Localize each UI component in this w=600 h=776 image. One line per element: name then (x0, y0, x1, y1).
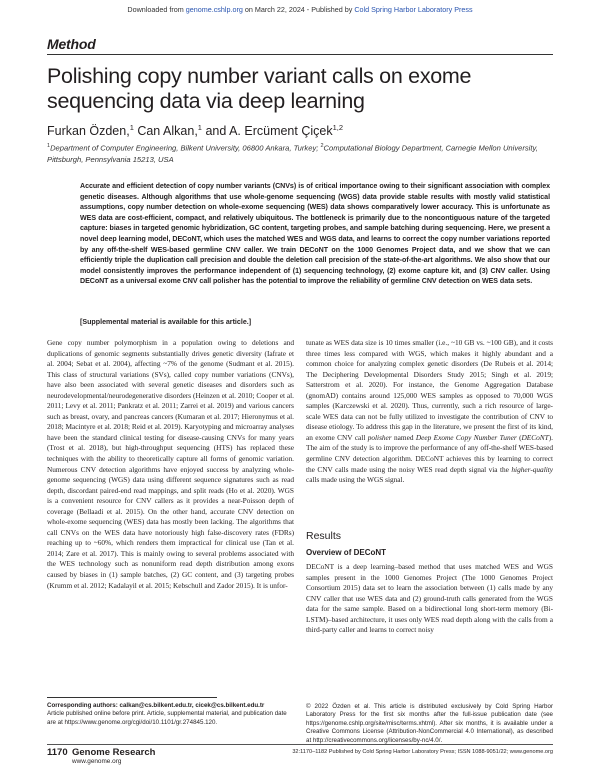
corresponding-authors (47, 702, 294, 727)
section-label: Method (47, 36, 96, 52)
author-2: Can Alkan, (133, 124, 198, 139)
intro-paragraph: Gene copy number polymorphism in a population owing to deletions and duplications of genomic segments substantially drives genetic diversity (Iafrate et al. 2004; Sebat et al. 2004), affecting ~7% of the genome (Sudmant et al. 2015). This class of structural variations (SVs), called copy number variations (CNVs), have also been associated with several genetic diseases and disorders such as neurodevelopmental/neurodegenerative disorders (Heinzen et al. 2010; Cooper et al. 2011; Levy et al. 2011; Pankratz et al. 2011; Zarrei et al. 2019) and various cancers such as breast, ovary, and pancreas cancers (Kumaran et al. 2017; Hieronymus et al. 2018; Macintyre et al. 2018; Reid et al. 2019). Karyotyping and microarray analyses have been the standard clinical testing for disease-causing CNVs for many years (Trost et al. 2018), but high-throughput sequencing (HTS) has replaced these techniques with the ability to theoretically capture all forms of genomic variation. Numerous CNV detection algorithms have enjoyed success by analyzing whole-genome sequencing (WGS) data using different sequence signatures such as read depth, discordant paired-end read mappings, and split reads (Ho et al. 2020). WGS is a convenient resource for CNV callers as it provides a near-Poisson depth of coverage (Bellaadi et al. 2015). On the other hand, accurate CNV detection on whole-exome sequencing (WES) data has mostly been lacking. The algorithms that call CNVs on the WES data have notoriously high false-discovery rates (FDRs) reaching up to ~60%, which renders them impractical for clinical use (Tan et al. 2014; Zare et al. 2017). This is mainly owing to several problems associated with the WES technology such as nonuniform read depth distribution among exons caused by biases in (1) sample batches, (2) GC content, and (3) targeting probes (Krumm et al. 2012; Kadalayil et al. 2015; Kebschull and Zador 2015). It is unfor- (47, 338, 294, 590)
download-notice (0, 5, 600, 14)
intro-continuation (306, 338, 553, 486)
author-2-affil: 1 (197, 123, 202, 132)
affil-1-marker: 1 (47, 143, 51, 149)
author-3: and A. Ercüment Çiçek (201, 124, 333, 139)
emphasis-higher-quality: higher-quality (511, 464, 553, 474)
section-divider (47, 54, 553, 55)
emphasis-polisher: polisher (367, 432, 392, 442)
left-column (47, 338, 294, 591)
overview-paragraph: DECoNT is a deep learning–based method that uses matched WES and WGS samples present in the 1000 Genomes Project (The 1000 Genomes Project Consortium 2015) data set to learn the association between (1) calls made by any CNV caller that use WES data and (2) ground-truth calls generated from the WGS data for the same sample. Based on a bidirectional long short-term memory (Bi-LSTM)–based architecture, it uses only WES read depth along with the calls from a third-party caller and learns to correct noisy (306, 562, 553, 635)
article-info: Article published online before print. Article, supplemental material, and publication date are at https://www.genome.org/cgi/doi/10.1101/gr.274845.120. (47, 710, 287, 726)
footer-divider (47, 744, 553, 745)
results-heading: Results (306, 530, 342, 542)
text-span: ( (516, 432, 522, 442)
author-list (47, 123, 343, 138)
affiliations (47, 141, 552, 165)
author-1: Furkan Özden, (47, 124, 130, 139)
text-span: calls made using the WGS signal. (306, 475, 405, 485)
text-span: ). The aim of the study is to improve the performance of any off-the-shelf WES-based germline CNV detection algorithm. DECoNT achieves this by learning to correct the CNV calls made using the noisy WES read depth signal via the (306, 432, 553, 474)
abstract: Accurate and efficient detection of copy number variants (CNVs) is of critical importance owing to their significant association with complex genetic diseases. Although algorithms that use whole-genome sequencing (WGS) data provide stable results with mostly valid statistical assumptions, copy number detection on whole-exome sequencing (WES) data shows comparatively lower accuracy. This is unfortunate as WES data are cost-efficient, compact, and relatively ubiquitous. The bottleneck is primarily due to the noncontiguous nature of the targeted capture: biases in targeted genomic hybridization, GC content, targeting probes, and sample batching during sequencing. Here, we present a novel deep learning model, DECoNT, which uses the matched WES and WGS data, and learns to correct the copy number variations reported by any off-the-shelf WES-based germline CNV caller. We train DECoNT on the 1000 Genomes Project data, and we show that we can efficiently triple the duplication call precision and double the deletion call precision of the state-of-the-art algorithms. We also show that our model consistently improves the performance independent of (1) sequencing technology, (2) exome capture kit, and (3) CNV caller. Using DECoNT as a universal exome CNV call polisher has the potential to improve the reliability of germline CNV detection on WES data sets. (80, 182, 550, 286)
footnote-divider (47, 697, 217, 698)
publisher-link[interactable]: Cold Spring Harbor Laboratory Press (354, 5, 473, 14)
text-span: named (391, 432, 416, 442)
right-column (306, 338, 553, 486)
text-span: tunate as WES data size is 10 times smaller (i.e., ~10 GB vs. ~100 GB), and it costs three times less compared with WGS, which makes it highly abundant and a common choice for analyzing complex genetic disorders (De Rubeis et al. 2014; The Deciphering Developmental Disorders Study 2015; Singh et al. 2019; Satterstrom et al. 2020). For instance, the Genome Aggregation Database (gnomAD) contains around 125,000 WES samples as opposed to 70,000 WGS samples (Karczewski et al. 2020). Thus, currently, such a rich resource of large-scale WES data can not be fully utilized to investigate the contribution of CNV to disease etiology. To address this gap in the literature, we present the first of its kind, an exome CNV call (306, 338, 553, 442)
author-3-affil: 1,2 (332, 123, 344, 132)
genome-site-link[interactable]: genome.cshlp.org (185, 5, 243, 14)
affil-2: Computational Biology Department, Carnegie Mellon University, Pittsburgh, Pennsylvania 15213, USA (47, 143, 538, 164)
license-notice: © 2022 Özden et al. This article is distributed exclusively by Cold Spring Harbor Laboratory Press for the first six months after the full-issue publication date (see https://genome.cshlp.org/site/misc/terms.xhtml). After six months, it is available under a Creative Commons License (Attribution-NonCommercial 4.0 International), as described at http://creativecommons.org/licenses/by-nc/4.0/. (306, 703, 553, 744)
author-1-affil: 1 (129, 123, 134, 132)
affil-2-marker: 2 (320, 143, 324, 149)
supplemental-note: [Supplemental material is available for this article.] (80, 318, 252, 326)
corresponding-label: Corresponding authors: (47, 702, 118, 709)
download-middle: on March 22, 2024 - Published by (242, 5, 355, 14)
emphasis-decont: DECoNT (521, 432, 549, 442)
journal-url[interactable]: www.genome.org (72, 758, 122, 765)
overview-heading: Overview of DECoNT (306, 548, 387, 557)
affil-1: Department of Computer Engineering, Bilkent University, 06800 Ankara, Turkey; (50, 143, 321, 153)
download-prefix: Downloaded from (127, 5, 186, 14)
corresponding-emails[interactable]: calkan@cs.bilkent.edu.tr, cicek@cs.bilkent.edu.tr (117, 702, 265, 709)
overview-section (306, 562, 553, 636)
journal-name: Genome Research (72, 747, 156, 758)
citation-info: 32:1170–1182 Published by Cold Spring Harbor Laboratory Press; ISSN 1088-9051/22; www.genome.org (292, 749, 553, 755)
emphasis-tool-name: Deep Exome Copy Number Tuner (415, 432, 517, 442)
article-title: Polishing copy number variant calls on exome sequencing data via deep learning (47, 64, 472, 113)
page-number: 1170 (47, 747, 68, 758)
